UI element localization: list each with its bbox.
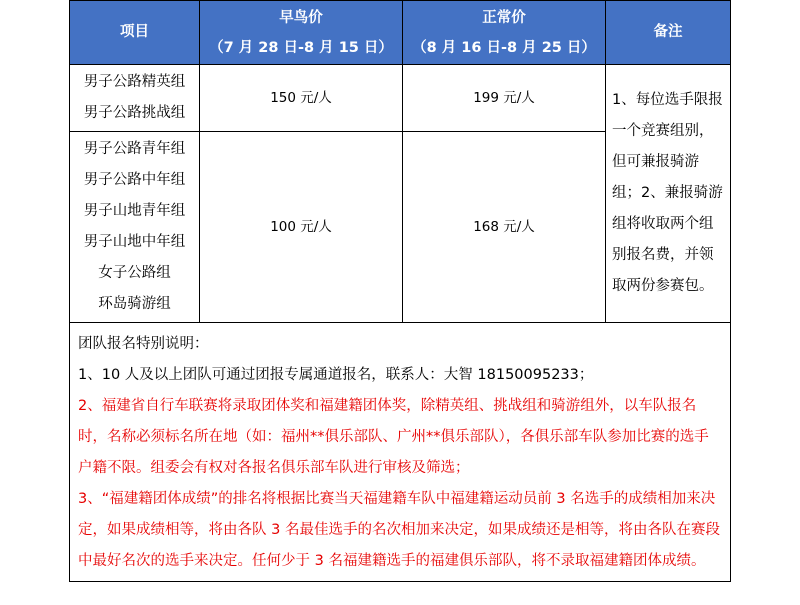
remarks-cell: 1、每位选手限报一个竞赛组别，但可兼报骑游组；2、兼报骑游组将收取两个组别报名费，并领取两份参赛包。 — [606, 65, 731, 323]
header-regular-price — [403, 1, 606, 65]
group-name: 女子公路组 — [98, 265, 171, 281]
team-note-1: 1、10 人及以上团队可通过团报专属通道报名，联系人：大智 18150095233； — [78, 367, 594, 383]
registration-fee-table — [69, 0, 731, 582]
group-b-names — [70, 132, 200, 323]
group-name: 男子公路挑战组 — [83, 105, 186, 121]
regular-dates: （8 月 16 日-8 月 25 日） — [412, 39, 596, 56]
early-dates: （7 月 28 日-8 月 15 日） — [209, 39, 393, 56]
header-row — [70, 1, 731, 65]
team-note-3: 3、“福建籍团体成绩”的排名将根据比赛当天福建籍车队中福建籍运动员前 3 名选手的成绩相加来决定，如果成绩相等，将由各队 3 名最佳选手的名次相加来决定，如果成绩还是相等，将由各队在赛段中最好名次的选手来决定。任何少于 3 名福建籍选手的福建俱乐部队，将不录取福建籍团体成绩。 — [78, 491, 720, 569]
regular-title: 正常价 — [482, 9, 526, 26]
group-a-regular-price: 199 元/人 — [403, 65, 606, 132]
group-name: 男子山地中年组 — [83, 234, 186, 250]
group-name: 男子公路中年组 — [83, 172, 186, 188]
group-name: 男子公路精英组 — [83, 74, 186, 90]
group-b-early-price: 100 元/人 — [200, 132, 403, 323]
group-name: 男子公路青年组 — [83, 141, 186, 157]
group-name: 环岛骑游组 — [98, 296, 171, 312]
team-notes-title: 团队报名特别说明： — [78, 336, 209, 352]
group-b-regular-price: 168 元/人 — [403, 132, 606, 323]
team-note-2: 2、福建省自行车联赛将录取团体奖和福建籍团体奖，除精英组、挑战组和骑游组外，以车队报名时，名称必须标名所在地（如：福州**俱乐部队、广州**俱乐部队），各俱乐部车队参加比赛的选手户籍不限。组委会有权对各报名俱乐部车队进行审核及筛选； — [78, 398, 709, 476]
header-notes: 备注 — [606, 1, 731, 65]
header-item: 项目 — [70, 1, 200, 65]
team-notes — [70, 323, 731, 582]
group-name: 男子山地青年组 — [83, 203, 186, 219]
team-notes-row — [70, 323, 731, 582]
early-title: 早鸟价 — [279, 9, 323, 26]
table-row-group-a — [70, 65, 731, 132]
group-a-early-price: 150 元/人 — [200, 65, 403, 132]
header-early-price — [200, 1, 403, 65]
group-a-names — [70, 65, 200, 132]
